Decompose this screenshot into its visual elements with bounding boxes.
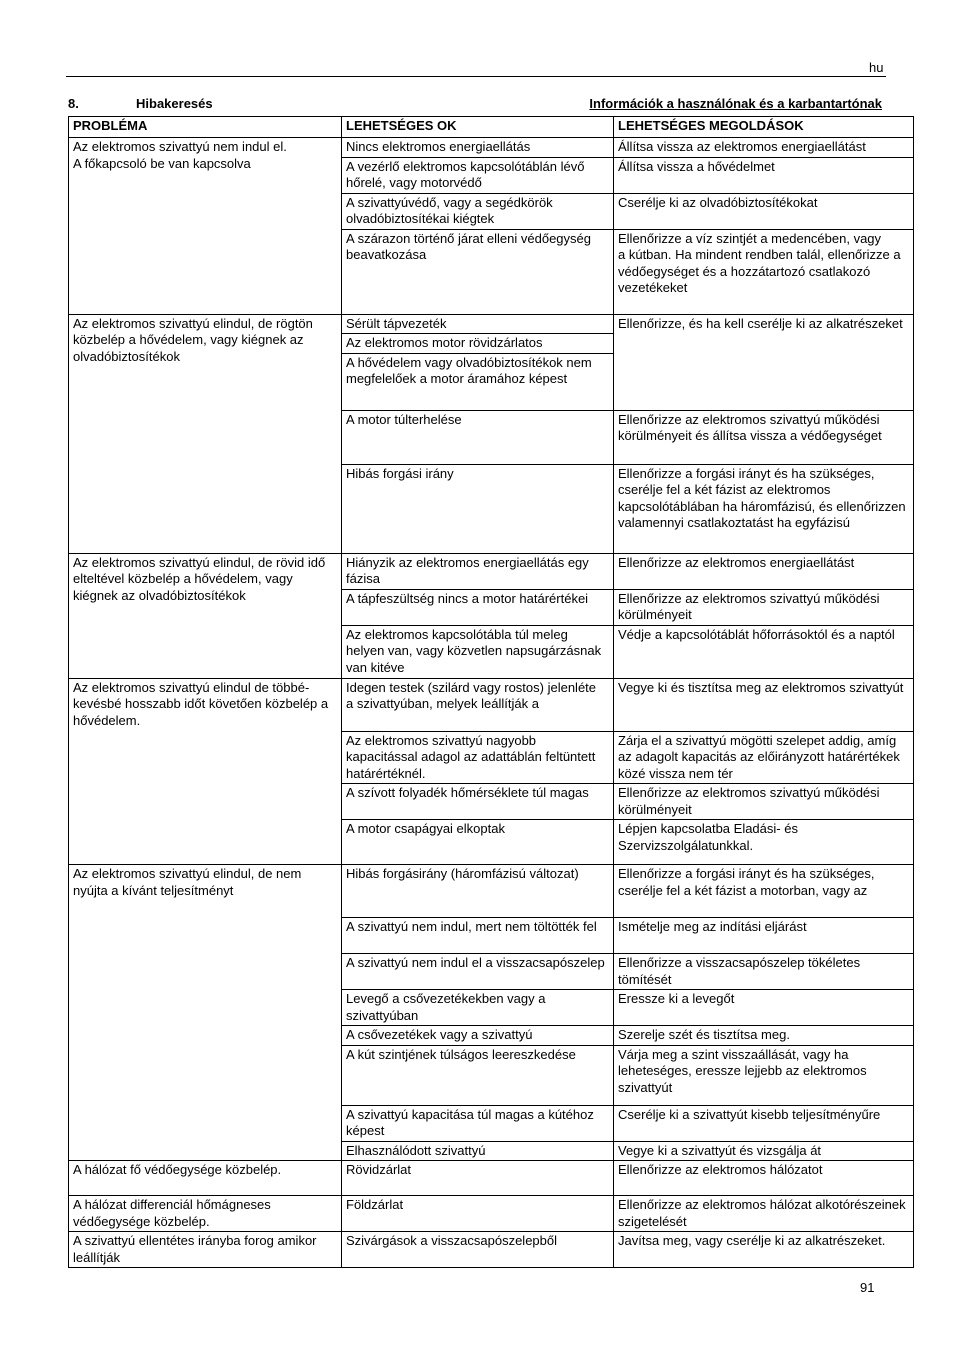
solution-cell: Ellenőrizze az elektromos hálózatot (614, 1161, 914, 1196)
solution-cell: Ellenőrizze az elektromos hálózat alkotórészeinek szigetelését (614, 1196, 914, 1232)
solution-cell: Szerelje szét és tisztítsa meg. (614, 1026, 914, 1046)
cause-cell: A motor túlterhelése (342, 410, 614, 464)
cause-cell: Az elektromos motor rövidzárlatos (342, 334, 614, 354)
solution-cell: Ismételje meg az indítási eljárást (614, 918, 914, 954)
cause-cell: A szivattyúvédő, vagy a segédkörök olvadóbiztosítékai kiégtek (342, 193, 614, 229)
solution-cell: Ellenőrizze a visszacsapószelep tökéletes tömítését (614, 954, 914, 990)
problem-cell: Az elektromos szivattyú elindul, de rögtön közbelép a hővédelem, vagy kiégnek az olvadóbiztosítékok (69, 314, 342, 553)
problem-cell: A hálózat differenciál hőmágneses védőegysége közbelép. (69, 1196, 342, 1232)
solution-cell: Állítsa vissza az elektromos energiaellátást (614, 138, 914, 158)
section-title: Hibakeresés (136, 96, 213, 111)
cause-cell: Szivárgások a visszacsapószelepből (342, 1232, 614, 1268)
table-row (69, 1232, 914, 1268)
solution-cell: Várja meg a szint visszaállását, vagy ha leheteséges, eressze lejjebb az elektromos szivattyút (614, 1045, 914, 1105)
cause-cell: Sérült tápvezeték (342, 314, 614, 334)
header-cause: LEHETSÉGES OK (342, 117, 614, 138)
cause-cell: Hibás forgási irány (342, 464, 614, 553)
cause-cell: A szivattyú nem indul el a visszacsapószelep (342, 954, 614, 990)
cause-cell: Elhasználódott szivattyú (342, 1141, 614, 1161)
cause-cell: Nincs elektromos energiaellátás (342, 138, 614, 158)
cause-cell: Hiányzik az elektromos energiaellátás egy fázisa (342, 553, 614, 589)
header-problem: PROBLÉMA (69, 117, 342, 138)
cause-cell: A kút szintjének túlságos leereszkedése (342, 1045, 614, 1105)
solution-cell: Vegye ki és tisztítsa meg az elektromos szivattyút (614, 678, 914, 731)
cause-cell: A tápfeszültség nincs a motor határértékei (342, 589, 614, 625)
solution-cell: Lépjen kapcsolatba Eladási- és Szervizszolgálatunkkal. (614, 820, 914, 865)
table-row (69, 678, 914, 731)
cause-cell: Földzárlat (342, 1196, 614, 1232)
problem-cell: Az elektromos szivattyú elindul, de nem nyújta a kívánt teljesítményt (69, 865, 342, 1161)
solution-cell: Ellenőrizze, és ha kell cserélje ki az alkatrészeket (614, 314, 914, 410)
solution-cell: Ellenőrizze a forgási irányt és ha szükséges, cserélje fel a két fázist a motorban, vagy az (614, 865, 914, 918)
table-row (69, 1161, 914, 1196)
cause-cell: Az elektromos szivattyú nagyobb kapacitással adagol az adattáblán feltüntett határértéknél. (342, 731, 614, 784)
problem-cell: A szivattyú ellentétes irányba forog amikor leállítják (69, 1232, 342, 1268)
table-body (69, 138, 914, 1268)
cause-cell: Hibás forgásirány (háromfázisú változat) (342, 865, 614, 918)
table-header-row (69, 117, 914, 138)
header-rule (66, 76, 886, 77)
cause-cell: Rövidzárlat (342, 1161, 614, 1196)
problem-cell: Az elektromos szivattyú elindul de többé-kevésbé hosszabb időt követően közbelép a hővédelem. (69, 678, 342, 865)
language-code: hu (869, 60, 884, 75)
solution-cell: Vegye ki a szivattyút és vizsgálja át (614, 1141, 914, 1161)
cause-cell: Levegő a csővezetékekben vagy a szivattyúban (342, 990, 614, 1026)
page-number: 91 (860, 1280, 875, 1295)
solution-cell: Ellenőrizze a víz szintjét a medencében, vagy a kútban. Ha mindent rendben talál, ellenőrizze a védőegységet és a hozzátartozó csatlakozó vezetékeket (614, 229, 914, 314)
cause-cell: A csővezetékek vagy a szivattyú (342, 1026, 614, 1046)
cause-cell: A szivattyú nem indul, mert nem töltötték fel (342, 918, 614, 954)
solution-cell: Cserélje ki az olvadóbiztosítékokat (614, 193, 914, 229)
section-right-title: Információk a használónak és a karbantartónak (589, 96, 882, 111)
problem-cell: Az elektromos szivattyú nem indul el. A főkapcsoló be van kapcsolva (69, 138, 342, 315)
table-row (69, 865, 914, 918)
problem-cell: A hálózat fő védőegysége közbelép. (69, 1161, 342, 1196)
troubleshooting-table (68, 116, 914, 1268)
solution-cell: Ellenőrizze a forgási irányt és ha szükséges, cserélje fel a két fázist az elektromos kapcsolótáblában ha háromfázisú, és ellenőrizzen valamennyi csatlakoztatást ha egyfázisú (614, 464, 914, 553)
table-row (69, 138, 914, 158)
cause-cell: Az elektromos kapcsolótábla túl meleg helyen van, vagy közvetlen napsugárzásnak van kitéve (342, 625, 614, 678)
cause-cell: A szivattyú kapacitása túl magas a kútéhoz képest (342, 1105, 614, 1141)
header-solution: LEHETSÉGES MEGOLDÁSOK (614, 117, 914, 138)
solution-cell: Ellenőrizze az elektromos szivattyú működési körülményeit (614, 784, 914, 820)
table-row (69, 1196, 914, 1232)
cause-cell: A motor csapágyai elkoptak (342, 820, 614, 865)
problem-cell: Az elektromos szivattyú elindul, de rövid idő elteltével közbelép a hővédelem, vagy kiégnek az olvadóbiztosítékok (69, 553, 342, 678)
solution-cell: Ellenőrizze az elektromos szivattyú működési körülményeit (614, 589, 914, 625)
solution-cell: Ellenőrizze az elektromos energiaellátást (614, 553, 914, 589)
cause-cell: Idegen testek (szilárd vagy rostos) jelenléte a szivattyúban, melyek leállítják a (342, 678, 614, 731)
solution-cell: Eressze ki a levegőt (614, 990, 914, 1026)
table-row (69, 553, 914, 589)
section-number: 8. (68, 96, 79, 111)
cause-cell: A vezérlő elektromos kapcsolótáblán lévő hőrelé, vagy motorvédő (342, 157, 614, 193)
cause-cell: A hővédelem vagy olvadóbiztosítékok nem megfelelőek a motor áramához képest (342, 353, 614, 410)
solution-cell: Javítsa meg, vagy cserélje ki az alkatrészeket. (614, 1232, 914, 1268)
solution-cell: Cserélje ki a szivattyút kisebb teljesítményűre (614, 1105, 914, 1141)
solution-cell: Ellenőrizze az elektromos szivattyú működési körülményeit és állítsa vissza a védőegységet (614, 410, 914, 464)
cause-cell: A szárazon történő járat elleni védőegység beavatkozása (342, 229, 614, 314)
solution-cell: Állítsa vissza a hővédelmet (614, 157, 914, 193)
solution-cell: Védje a kapcsolótáblát hőforrásoktól és a naptól (614, 625, 914, 678)
solution-cell: Zárja el a szivattyú mögötti szelepet addig, amíg az adagolt kapacitás az előirányzott határértékek közé vissza nem tér (614, 731, 914, 784)
table-row (69, 314, 914, 334)
cause-cell: A szívott folyadék hőmérséklete túl magas (342, 784, 614, 820)
